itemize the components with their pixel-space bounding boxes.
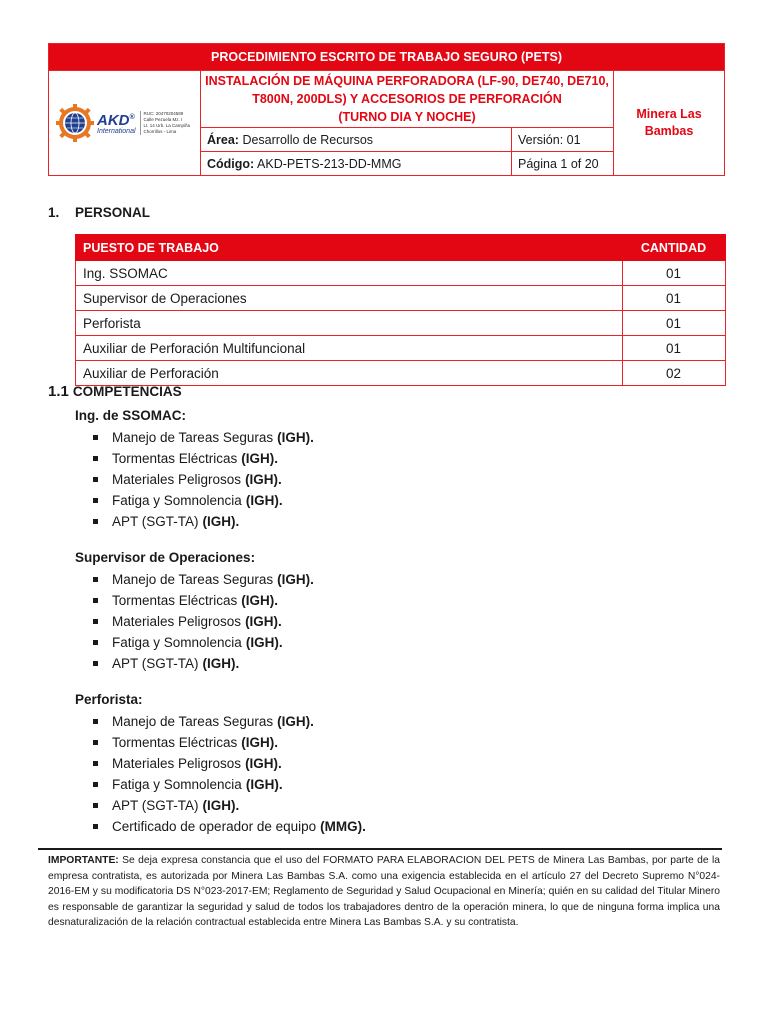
list-item: APT (SGT-TA) (IGH). <box>75 795 366 816</box>
document-header <box>48 43 725 176</box>
list-item: Manejo de Tareas Seguras (IGH). <box>75 711 366 732</box>
list-item: Certificado de operador de equipo (MMG). <box>75 816 366 837</box>
version-field: Versión: 01 <box>512 128 614 152</box>
list-item: Tormentas Eléctricas (IGH). <box>75 590 314 611</box>
list-item: Fatiga y Somnolencia (IGH). <box>75 774 366 795</box>
personal-table <box>75 234 726 386</box>
list-item: Materiales Peligrosos (IGH). <box>75 469 314 490</box>
document-title: INSTALACIÓN DE MÁQUINA PERFORADORA (LF-90, DE740, DE710, T800N, 200DLS) Y ACCESORIOS DE PERFORACIÓN (TURNO DIA Y NOCHE) <box>201 71 614 128</box>
competency-role: Perforista: <box>75 692 143 707</box>
list-item: APT (SGT-TA) (IGH). <box>75 653 314 674</box>
table-row: Ing. SSOMAC 01 <box>76 261 726 286</box>
important-notice: IMPORTANTE: Se deja expresa constancia que el uso del FORMATO PARA ELABORACION DEL PETS de Minera Las Bambas, por parte de la empresa contratista, es autorizada por Minera Las Bambas S.A. como una exigencia establecida en el artículo 27 del Decreto Supremo N°024-2016-EM y su modificatoria DS N°023-2017-EM; Reglamento de Seguridad y Salud Ocupacional en Minería; quién en su calidad del Titular Minero es responsable de garantizar la seguridad y salud de todos los trabajadores dentro de la operación minera, lo que de ninguna forma implica una desnaturalización de la relación contractual establecida entre Minera Las Bambas S.A. y su contratista. <box>48 855 720 929</box>
logo-address: RUC: 20470204589 Calle Pezuela Mz. I Lt. 14 Urb. La Campiña Chorrillos - Lima <box>140 111 191 135</box>
competency-role: Supervisor de Operaciones: <box>75 550 256 565</box>
area-field: Área: Desarrollo de Recursos <box>201 128 512 152</box>
list-item: Materiales Peligrosos (IGH). <box>75 611 314 632</box>
list-item: Tormentas Eléctricas (IGH). <box>75 448 314 469</box>
list-item: Manejo de Tareas Seguras (IGH). <box>75 427 314 448</box>
logo-brand: AKD® <box>97 112 135 129</box>
list-item: Fatiga y Somnolencia (IGH). <box>75 632 314 653</box>
list-item: Fatiga y Somnolencia (IGH). <box>75 490 314 511</box>
column-header-position: PUESTO DE TRABAJO <box>76 235 623 261</box>
table-row: Supervisor de Operaciones 01 <box>76 286 726 311</box>
logo-subtitle: International <box>97 128 136 135</box>
table-row: Auxiliar de Perforación Multifuncional 01 <box>76 336 726 361</box>
table-row: Perforista 01 <box>76 311 726 336</box>
page-field: Página 1 of 20 <box>512 152 614 176</box>
header-title: PROCEDIMIENTO ESCRITO DE TRABAJO SEGURO (PETS) <box>49 44 725 71</box>
section-personal-heading: 1. PERSONAL <box>48 205 151 220</box>
table-row: Auxiliar de Perforación 02 <box>76 361 726 386</box>
column-header-quantity: CANTIDAD <box>623 235 726 261</box>
competency-group-ssomac <box>75 408 314 532</box>
footer-divider <box>38 848 722 850</box>
list-item: Tormentas Eléctricas (IGH). <box>75 732 366 753</box>
competency-group-perforista <box>75 692 366 837</box>
competency-group-supervisor <box>75 550 314 674</box>
gear-globe-icon <box>55 103 95 143</box>
section-competencias-heading: 1.1 COMPETENCIAS <box>48 383 182 400</box>
client-name: Minera Las Bambas <box>614 71 725 176</box>
code-field: Código: AKD-PETS-213-DD-MMG <box>201 152 512 176</box>
list-item: APT (SGT-TA) (IGH). <box>75 511 314 532</box>
list-item: Manejo de Tareas Seguras (IGH). <box>75 569 314 590</box>
company-logo <box>49 71 201 176</box>
list-item: Materiales Peligrosos (IGH). <box>75 753 366 774</box>
competency-role: Ing. de SSOMAC: <box>75 408 186 423</box>
